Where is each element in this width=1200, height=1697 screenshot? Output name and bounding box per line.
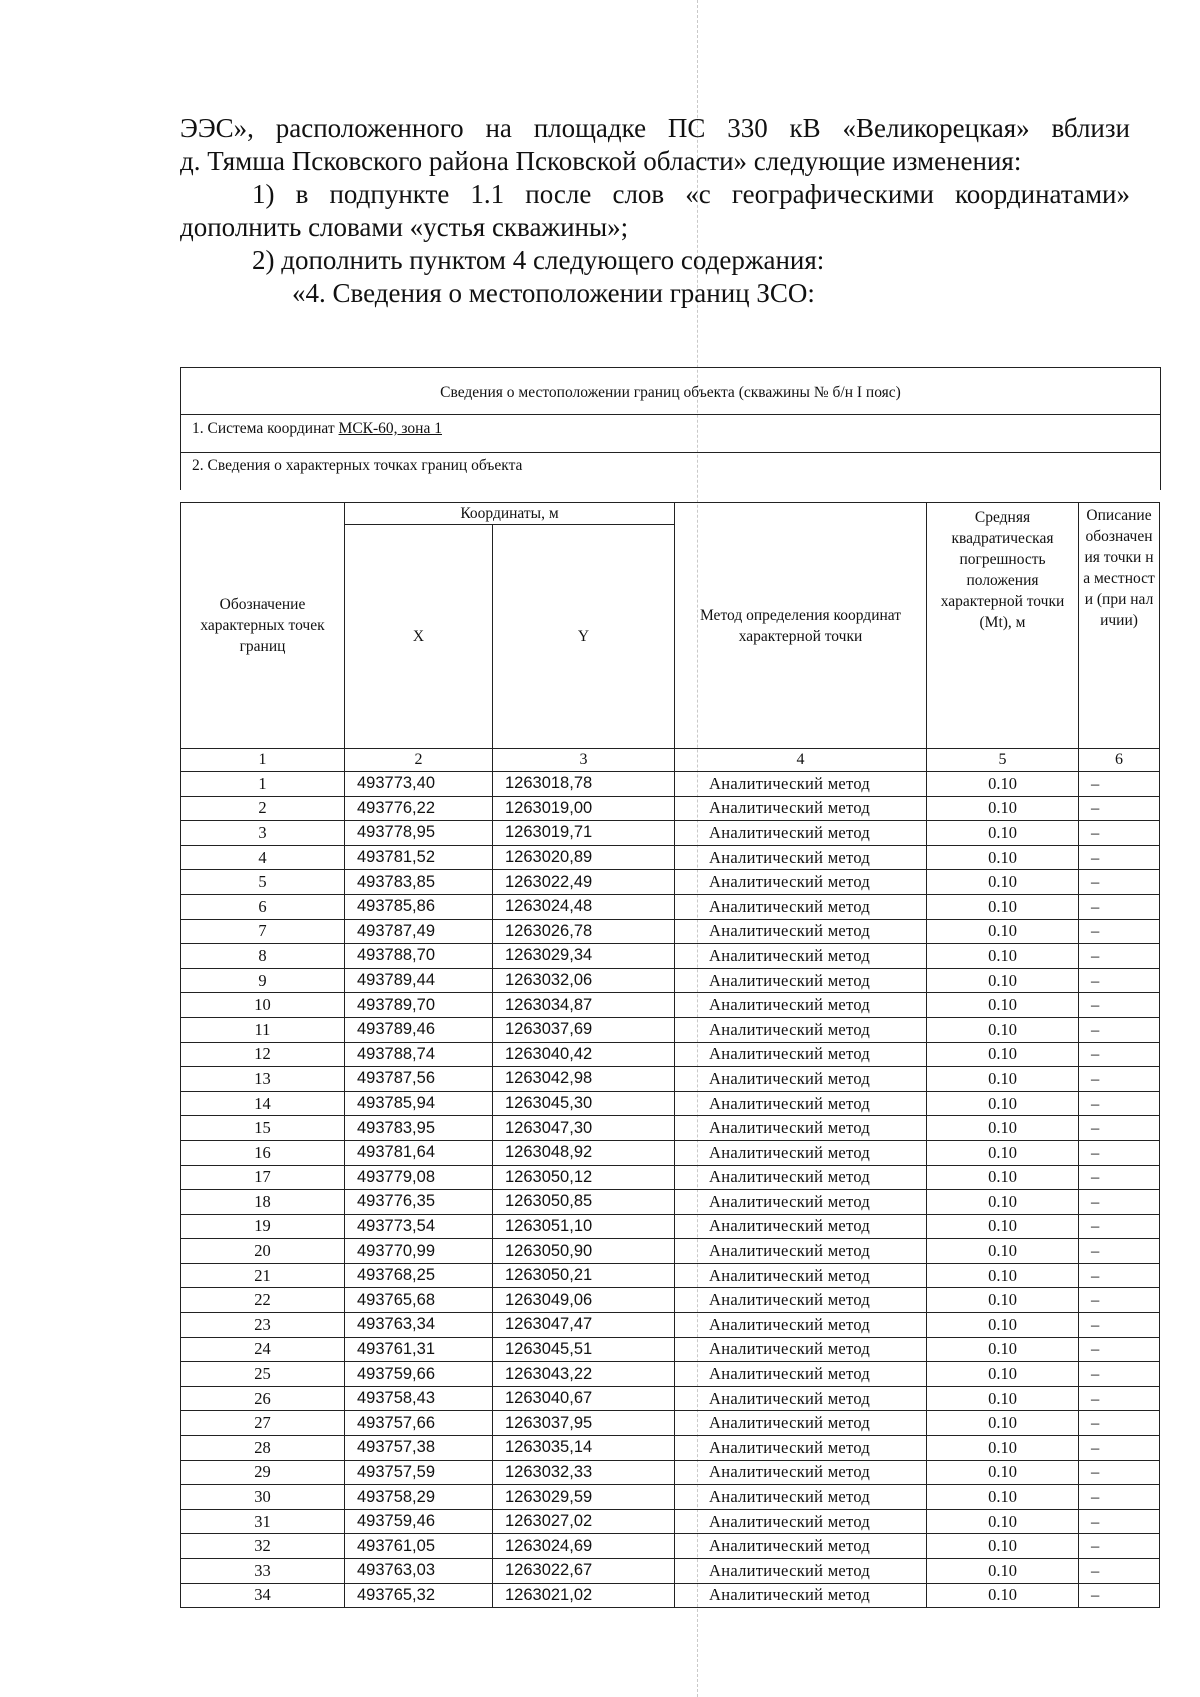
- y-coordinate: 1263021,02: [493, 1583, 675, 1608]
- method-cell: Аналитический метод: [675, 1337, 927, 1362]
- x-coordinate: 493759,46: [345, 1509, 493, 1534]
- table-row: [181, 894, 1160, 919]
- description-cell: –: [1079, 1583, 1160, 1608]
- point-number: 30: [181, 1485, 345, 1510]
- method-cell: Аналитический метод: [675, 1017, 927, 1042]
- description-cell: –: [1079, 1067, 1160, 1092]
- point-number: 34: [181, 1583, 345, 1608]
- error-cell: 0.10: [927, 894, 1079, 919]
- y-coordinate: 1263042,98: [493, 1067, 675, 1092]
- header-x: X: [345, 525, 493, 749]
- x-coordinate: 493757,38: [345, 1436, 493, 1461]
- table-row: [181, 1091, 1160, 1116]
- method-cell: Аналитический метод: [675, 870, 927, 895]
- table-row: [181, 968, 1160, 993]
- point-number: 2: [181, 796, 345, 821]
- table-row: [181, 1436, 1160, 1461]
- y-coordinate: 1263050,21: [493, 1263, 675, 1288]
- x-coordinate: 493778,95: [345, 821, 493, 846]
- description-cell: –: [1079, 1337, 1160, 1362]
- table-row: [181, 845, 1160, 870]
- error-cell: 0.10: [927, 1017, 1079, 1042]
- x-coordinate: 493781,64: [345, 1140, 493, 1165]
- point-number: 17: [181, 1165, 345, 1190]
- error-cell: 0.10: [927, 1091, 1079, 1116]
- x-coordinate: 493776,22: [345, 796, 493, 821]
- text-line-2: д. Тямша Псковского района Псковской области» следующие изменения:: [180, 146, 1022, 176]
- header-coordinates: Координаты, м: [345, 503, 675, 525]
- point-number: 32: [181, 1534, 345, 1559]
- point-number: 16: [181, 1140, 345, 1165]
- x-coordinate: 493758,29: [345, 1485, 493, 1510]
- coordinates-table: [180, 502, 1160, 1608]
- method-cell: Аналитический метод: [675, 1386, 927, 1411]
- error-cell: 0.10: [927, 1534, 1079, 1559]
- y-coordinate: 1263029,59: [493, 1485, 675, 1510]
- error-cell: 0.10: [927, 1116, 1079, 1141]
- method-cell: Аналитический метод: [675, 1436, 927, 1461]
- error-cell: 0.10: [927, 1559, 1079, 1584]
- table-row: [181, 821, 1160, 846]
- table-row: [181, 1067, 1160, 1092]
- method-cell: Аналитический метод: [675, 894, 927, 919]
- x-coordinate: 493761,31: [345, 1337, 493, 1362]
- x-coordinate: 493765,32: [345, 1583, 493, 1608]
- x-coordinate: 493787,49: [345, 919, 493, 944]
- y-coordinate: 1263050,90: [493, 1239, 675, 1264]
- column-number: 5: [927, 749, 1079, 772]
- y-coordinate: 1263045,51: [493, 1337, 675, 1362]
- point-number: 15: [181, 1116, 345, 1141]
- table-header-row: [181, 503, 1160, 525]
- text-line-3: 1) в подпункте 1.1 после слов «с географическими координатами»: [252, 179, 1130, 209]
- y-coordinate: 1263020,89: [493, 845, 675, 870]
- y-coordinate: 1263043,22: [493, 1362, 675, 1387]
- point-number: 13: [181, 1067, 345, 1092]
- method-cell: Аналитический метод: [675, 1263, 927, 1288]
- y-coordinate: 1263029,34: [493, 944, 675, 969]
- table-row: [181, 1190, 1160, 1215]
- table-row: [181, 1116, 1160, 1141]
- error-cell: 0.10: [927, 1239, 1079, 1264]
- description-cell: –: [1079, 1263, 1160, 1288]
- column-number: 6: [1079, 749, 1160, 772]
- error-cell: 0.10: [927, 1140, 1079, 1165]
- table-row: [181, 1165, 1160, 1190]
- method-cell: Аналитический метод: [675, 968, 927, 993]
- x-coordinate: 493773,40: [345, 772, 493, 797]
- error-cell: 0.10: [927, 796, 1079, 821]
- header-y: Y: [493, 525, 675, 749]
- error-cell: 0.10: [927, 1362, 1079, 1387]
- table-row: [181, 1460, 1160, 1485]
- error-cell: 0.10: [927, 1485, 1079, 1510]
- method-cell: Аналитический метод: [675, 1042, 927, 1067]
- y-coordinate: 1263048,92: [493, 1140, 675, 1165]
- y-coordinate: 1263047,30: [493, 1116, 675, 1141]
- table-row: [181, 993, 1160, 1018]
- error-cell: 0.10: [927, 1313, 1079, 1338]
- table-row: [181, 1583, 1160, 1608]
- column-number: 4: [675, 749, 927, 772]
- error-cell: 0.10: [927, 1509, 1079, 1534]
- method-cell: Аналитический метод: [675, 1534, 927, 1559]
- point-number: 10: [181, 993, 345, 1018]
- text-line-1: ЭЭС», расположенного на площадке ПС 330 кВ «Великорецкая» вблизи: [180, 113, 1130, 143]
- y-coordinate: 1263051,10: [493, 1214, 675, 1239]
- error-cell: 0.10: [927, 772, 1079, 797]
- method-cell: Аналитический метод: [675, 1559, 927, 1584]
- x-coordinate: 493761,05: [345, 1534, 493, 1559]
- x-coordinate: 493789,46: [345, 1017, 493, 1042]
- column-number: 2: [345, 749, 493, 772]
- x-coordinate: 493779,08: [345, 1165, 493, 1190]
- error-cell: 0.10: [927, 1337, 1079, 1362]
- table-row: [181, 1485, 1160, 1510]
- description-cell: –: [1079, 1436, 1160, 1461]
- error-cell: 0.10: [927, 1165, 1079, 1190]
- method-cell: Аналитический метод: [675, 993, 927, 1018]
- method-cell: Аналитический метод: [675, 1239, 927, 1264]
- coordinate-system-label: 1. Система координат: [192, 420, 339, 437]
- method-cell: Аналитический метод: [675, 772, 927, 797]
- column-number: 1: [181, 749, 345, 772]
- error-cell: 0.10: [927, 1042, 1079, 1067]
- description-cell: –: [1079, 821, 1160, 846]
- point-number: 11: [181, 1017, 345, 1042]
- column-number: 3: [493, 749, 675, 772]
- table-row: [181, 1534, 1160, 1559]
- x-coordinate: 493765,68: [345, 1288, 493, 1313]
- y-coordinate: 1263037,95: [493, 1411, 675, 1436]
- point-number: 9: [181, 968, 345, 993]
- point-number: 22: [181, 1288, 345, 1313]
- y-coordinate: 1263050,12: [493, 1165, 675, 1190]
- x-coordinate: 493758,43: [345, 1386, 493, 1411]
- description-cell: –: [1079, 1140, 1160, 1165]
- point-number: 24: [181, 1337, 345, 1362]
- description-cell: –: [1079, 1509, 1160, 1534]
- error-cell: 0.10: [927, 1190, 1079, 1215]
- table-row: [181, 1214, 1160, 1239]
- header-method: Метод определения координат характерной точки: [675, 503, 927, 749]
- method-cell: Аналитический метод: [675, 796, 927, 821]
- table-row: [181, 1042, 1160, 1067]
- y-coordinate: 1263037,69: [493, 1017, 675, 1042]
- point-number: 27: [181, 1411, 345, 1436]
- y-coordinate: 1263026,78: [493, 919, 675, 944]
- y-coordinate: 1263040,42: [493, 1042, 675, 1067]
- description-cell: –: [1079, 1559, 1160, 1584]
- error-cell: 0.10: [927, 1288, 1079, 1313]
- x-coordinate: 493788,70: [345, 944, 493, 969]
- point-number: 4: [181, 845, 345, 870]
- description-cell: –: [1079, 772, 1160, 797]
- method-cell: Аналитический метод: [675, 1411, 927, 1436]
- table-row: [181, 1140, 1160, 1165]
- header-error: Средняя квадратическая погрешность положения характерной точки (Mt), м: [927, 503, 1079, 749]
- error-cell: 0.10: [927, 1411, 1079, 1436]
- text-line-6: «4. Сведения о местоположении границ ЗСО:: [292, 278, 815, 308]
- error-cell: 0.10: [927, 1436, 1079, 1461]
- x-coordinate: 493781,52: [345, 845, 493, 870]
- x-coordinate: 493788,74: [345, 1042, 493, 1067]
- x-coordinate: 493757,66: [345, 1411, 493, 1436]
- table-row: [181, 1288, 1160, 1313]
- description-cell: –: [1079, 1017, 1160, 1042]
- table-row: [181, 1337, 1160, 1362]
- error-cell: 0.10: [927, 821, 1079, 846]
- table-row: [181, 1509, 1160, 1534]
- method-cell: Аналитический метод: [675, 1460, 927, 1485]
- x-coordinate: 493789,44: [345, 968, 493, 993]
- point-number: 18: [181, 1190, 345, 1215]
- y-coordinate: 1263019,71: [493, 821, 675, 846]
- point-number: 14: [181, 1091, 345, 1116]
- error-cell: 0.10: [927, 919, 1079, 944]
- method-cell: Аналитический метод: [675, 1583, 927, 1608]
- method-cell: Аналитический метод: [675, 845, 927, 870]
- error-cell: 0.10: [927, 1263, 1079, 1288]
- description-cell: –: [1079, 796, 1160, 821]
- method-cell: Аналитический метод: [675, 1140, 927, 1165]
- error-cell: 0.10: [927, 993, 1079, 1018]
- point-number: 21: [181, 1263, 345, 1288]
- point-number: 1: [181, 772, 345, 797]
- coordinate-system-value: МСК-60, зона 1: [338, 420, 442, 437]
- y-coordinate: 1263047,47: [493, 1313, 675, 1338]
- x-coordinate: 493757,59: [345, 1460, 493, 1485]
- y-coordinate: 1263032,33: [493, 1460, 675, 1485]
- error-cell: 0.10: [927, 944, 1079, 969]
- description-cell: –: [1079, 1534, 1160, 1559]
- y-coordinate: 1263019,00: [493, 796, 675, 821]
- table-row: [181, 796, 1160, 821]
- table-row: [181, 1411, 1160, 1436]
- y-coordinate: 1263035,14: [493, 1436, 675, 1461]
- method-cell: Аналитический метод: [675, 1190, 927, 1215]
- coordinate-system-line: [181, 415, 1160, 453]
- method-cell: Аналитический метод: [675, 1362, 927, 1387]
- point-number: 8: [181, 944, 345, 969]
- y-coordinate: 1263032,06: [493, 968, 675, 993]
- description-cell: –: [1079, 944, 1160, 969]
- x-coordinate: 493763,03: [345, 1559, 493, 1584]
- error-cell: 0.10: [927, 1214, 1079, 1239]
- y-coordinate: 1263050,85: [493, 1190, 675, 1215]
- table-row: [181, 1386, 1160, 1411]
- description-cell: –: [1079, 870, 1160, 895]
- description-cell: –: [1079, 1165, 1160, 1190]
- description-cell: –: [1079, 1460, 1160, 1485]
- description-cell: –: [1079, 894, 1160, 919]
- x-coordinate: 493787,56: [345, 1067, 493, 1092]
- point-number: 29: [181, 1460, 345, 1485]
- x-coordinate: 493789,70: [345, 993, 493, 1018]
- method-cell: Аналитический метод: [675, 1091, 927, 1116]
- y-coordinate: 1263049,06: [493, 1288, 675, 1313]
- y-coordinate: 1263018,78: [493, 772, 675, 797]
- error-cell: 0.10: [927, 1583, 1079, 1608]
- description-cell: –: [1079, 1288, 1160, 1313]
- description-cell: –: [1079, 1386, 1160, 1411]
- method-cell: Аналитический метод: [675, 1165, 927, 1190]
- x-coordinate: 493770,99: [345, 1239, 493, 1264]
- table-body: [181, 772, 1160, 1608]
- y-coordinate: 1263024,48: [493, 894, 675, 919]
- table-header-frame: [180, 367, 1161, 490]
- x-coordinate: 493763,34: [345, 1313, 493, 1338]
- description-cell: –: [1079, 1411, 1160, 1436]
- x-coordinate: 493785,86: [345, 894, 493, 919]
- header-description: Описание обозначения точки на местности (при наличии): [1079, 503, 1160, 749]
- point-number: 5: [181, 870, 345, 895]
- point-number: 28: [181, 1436, 345, 1461]
- description-cell: –: [1079, 919, 1160, 944]
- description-cell: –: [1079, 1214, 1160, 1239]
- method-cell: Аналитический метод: [675, 1509, 927, 1534]
- y-coordinate: 1263045,30: [493, 1091, 675, 1116]
- table-row: [181, 1263, 1160, 1288]
- method-cell: Аналитический метод: [675, 1288, 927, 1313]
- y-coordinate: 1263022,67: [493, 1559, 675, 1584]
- header-designation: Обозначение характерных точек границ: [181, 503, 345, 749]
- error-cell: 0.10: [927, 1067, 1079, 1092]
- y-coordinate: 1263040,67: [493, 1386, 675, 1411]
- point-number: 6: [181, 894, 345, 919]
- point-number: 3: [181, 821, 345, 846]
- table-row: [181, 1559, 1160, 1584]
- table-row: [181, 919, 1160, 944]
- point-number: 20: [181, 1239, 345, 1264]
- y-coordinate: 1263027,02: [493, 1509, 675, 1534]
- description-cell: –: [1079, 1042, 1160, 1067]
- point-number: 23: [181, 1313, 345, 1338]
- point-number: 26: [181, 1386, 345, 1411]
- point-number: 25: [181, 1362, 345, 1387]
- method-cell: Аналитический метод: [675, 1313, 927, 1338]
- text-line-5: 2) дополнить пунктом 4 следующего содержания:: [252, 245, 825, 275]
- table-row: [181, 1239, 1160, 1264]
- x-coordinate: 493776,35: [345, 1190, 493, 1215]
- method-cell: Аналитический метод: [675, 1116, 927, 1141]
- table-row: [181, 870, 1160, 895]
- x-coordinate: 493768,25: [345, 1263, 493, 1288]
- point-number: 12: [181, 1042, 345, 1067]
- method-cell: Аналитический метод: [675, 1485, 927, 1510]
- x-coordinate: 493785,94: [345, 1091, 493, 1116]
- table-title: Сведения о местоположении границ объекта (скважины № б/н I пояс): [181, 368, 1160, 415]
- error-cell: 0.10: [927, 968, 1079, 993]
- y-coordinate: 1263034,87: [493, 993, 675, 1018]
- error-cell: 0.10: [927, 1386, 1079, 1411]
- description-cell: –: [1079, 1091, 1160, 1116]
- table-row: [181, 1362, 1160, 1387]
- table-row: [181, 1017, 1160, 1042]
- description-cell: –: [1079, 845, 1160, 870]
- description-cell: –: [1079, 1362, 1160, 1387]
- method-cell: Аналитический метод: [675, 919, 927, 944]
- y-coordinate: 1263022,49: [493, 870, 675, 895]
- column-number-row: [181, 749, 1160, 772]
- point-number: 31: [181, 1509, 345, 1534]
- y-coordinate: 1263024,69: [493, 1534, 675, 1559]
- point-number: 19: [181, 1214, 345, 1239]
- description-cell: –: [1079, 1485, 1160, 1510]
- x-coordinate: 493759,66: [345, 1362, 493, 1387]
- point-number: 7: [181, 919, 345, 944]
- method-cell: Аналитический метод: [675, 1067, 927, 1092]
- error-cell: 0.10: [927, 1460, 1079, 1485]
- method-cell: Аналитический метод: [675, 944, 927, 969]
- description-cell: –: [1079, 993, 1160, 1018]
- table-row: [181, 772, 1160, 797]
- description-cell: –: [1079, 1116, 1160, 1141]
- description-cell: –: [1079, 1190, 1160, 1215]
- error-cell: 0.10: [927, 845, 1079, 870]
- point-number: 33: [181, 1559, 345, 1584]
- points-section-title: 2. Сведения о характерных точках границ объекта: [192, 457, 523, 474]
- description-cell: –: [1079, 1239, 1160, 1264]
- x-coordinate: 493773,54: [345, 1214, 493, 1239]
- x-coordinate: 493783,85: [345, 870, 493, 895]
- description-cell: –: [1079, 968, 1160, 993]
- text-line-4: дополнить словами «устья скважины»;: [180, 212, 629, 242]
- method-cell: Аналитический метод: [675, 1214, 927, 1239]
- table-row: [181, 944, 1160, 969]
- error-cell: 0.10: [927, 870, 1079, 895]
- document-body-text: [180, 112, 1130, 310]
- description-cell: –: [1079, 1313, 1160, 1338]
- x-coordinate: 493783,95: [345, 1116, 493, 1141]
- method-cell: Аналитический метод: [675, 821, 927, 846]
- table-row: [181, 1313, 1160, 1338]
